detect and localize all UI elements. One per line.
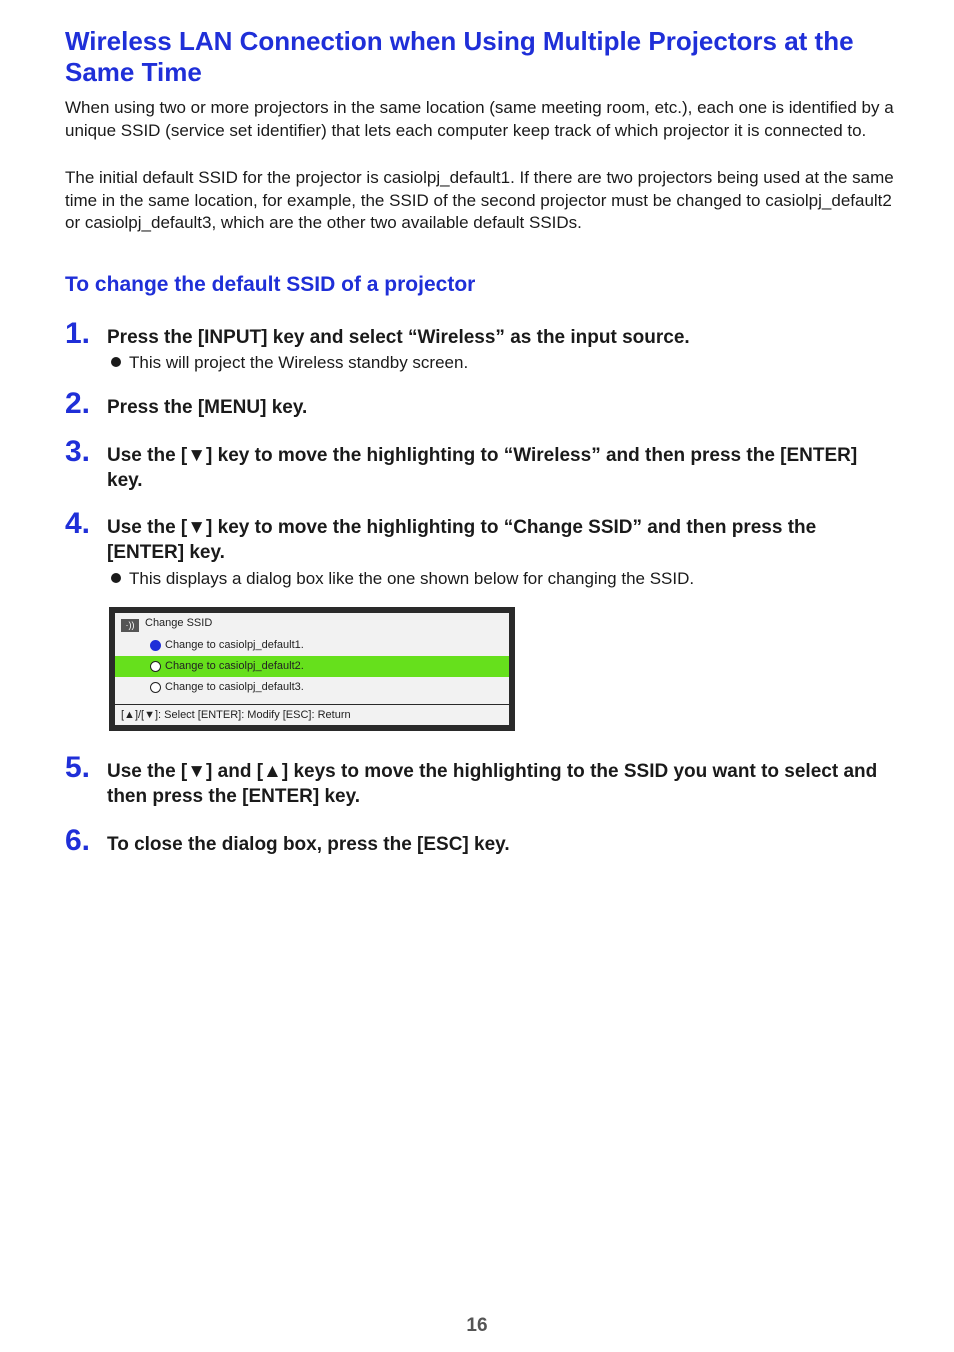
dialog-title: Change SSID: [145, 617, 213, 629]
dialog-footer: [▲]/[▼]: Select [ENTER]: Modify [ESC]: Return: [115, 705, 509, 725]
dialog-title-row: [121, 613, 515, 634]
step-number: 3.: [65, 435, 91, 468]
ssid-option-1[interactable]: Change to casiolpj_default1.: [115, 635, 509, 656]
step-text: Use the [▼] key to move the highlighting to “Wireless” and then press the [ENTER] key.: [107, 445, 858, 491]
step-bullet: This displays a dialog box like the one shown below for changing the SSID.: [111, 569, 694, 589]
step-number: 6.: [65, 824, 91, 857]
step-number: 4.: [65, 507, 91, 540]
step-text: Use the [▼] key to move the highlighting to “Change SSID” and then press the [ENTER] key.: [107, 517, 817, 563]
radio-selected-icon: [150, 640, 161, 651]
intro-paragraph-1: When using two or more projectors in the same location (same meeting room, etc.), each one is identified by a unique SSID (service set identifier) that lets each computer keep track of which projector it is connected to.: [65, 98, 894, 140]
ssid-option-3[interactable]: Change to casiolpj_default3.: [115, 677, 509, 698]
page-title: Wireless LAN Connection when Using Multiple Projectors at the Same Time: [65, 26, 854, 87]
step-bullet: This will project the Wireless standby screen.: [111, 353, 468, 373]
wireless-icon: ·)): [121, 619, 139, 632]
radio-empty-icon: [150, 661, 161, 672]
page-number: 16: [466, 1315, 488, 1336]
dialog-body: [115, 613, 509, 704]
bullet-icon: [111, 357, 121, 367]
ssid-option-2[interactable]: Change to casiolpj_default2.: [115, 656, 509, 677]
intro-paragraph-2: The initial default SSID for the projector is casiolpj_default1. If there are two projectors being used at the same time in the same location, for example, the SSID of the second projector must be changed to casiolpj_default2 or casiolpj_default3, which are the other two available default SSIDs.: [65, 168, 894, 232]
step-text: Press the [MENU] key.: [107, 397, 308, 418]
radio-empty-icon: [150, 682, 161, 693]
step-text: To close the dialog box, press the [ESC] key.: [107, 834, 510, 855]
bullet-icon: [111, 573, 121, 583]
step-number: 2.: [65, 387, 91, 420]
step-number: 5.: [65, 751, 91, 784]
change-ssid-dialog: [109, 607, 515, 731]
step-number: 1.: [65, 317, 91, 350]
step-text: Use the [▼] and [▲] keys to move the highlighting to the SSID you want to select and then press the [ENTER] key.: [107, 761, 878, 807]
section-heading: To change the default SSID of a projector: [65, 273, 476, 296]
step-text: Press the [INPUT] key and select “Wireless” as the input source.: [107, 327, 690, 348]
